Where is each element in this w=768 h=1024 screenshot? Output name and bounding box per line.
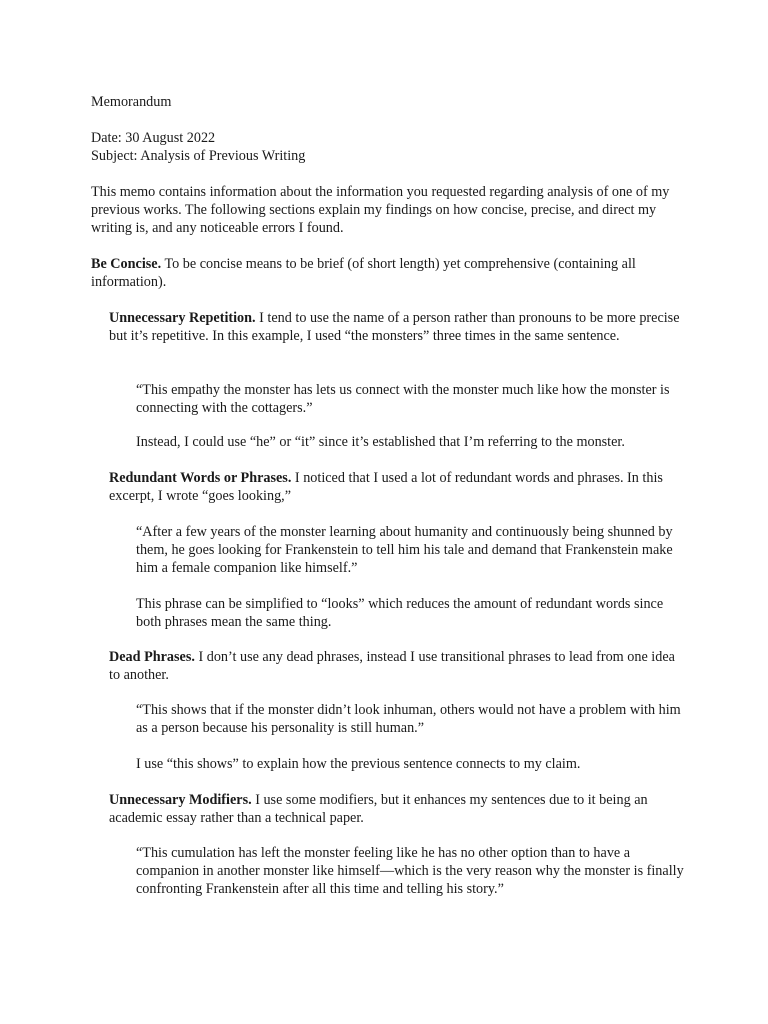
section-unnecessary-modifiers [109,791,685,827]
dead-phrases-quote: “This shows that if the monster didn’t look inhuman, others would not have a problem with him as a person because his personality is still human.” [136,702,681,736]
memo-subject: Subject: Analysis of Previous Writing [91,148,306,164]
section-redundant-words [109,469,685,505]
memo-title: Memorandum [91,94,172,110]
section-text: I tend to use the name of a person rather than pronouns to be more precise but it’s repetitive. In this example, I used “the monsters” three times in the same sentence. [109,310,680,344]
section-unnecessary-repetition [109,309,685,345]
redundant-quote: “After a few years of the monster learning about humanity and continuously being shunned by them, he goes looking for Frankenstein to tell him his tale and demand that Frankenstein make him a female companion like himself.” [136,524,673,576]
modifiers-quote: “This cumulation has left the monster feeling like he has no other option than to have a companion in another monster like himself—which is the very reason why the monster is finally confronting Frankenstein after all this time and telling his story.” [136,845,684,897]
dead-phrases-note: I use “this shows” to explain how the previous sentence connects to my claim. [136,756,581,772]
section-dead-phrases [109,648,685,684]
section-heading: Dead Phrases. [109,649,195,665]
section-heading: Be Concise. [91,256,162,272]
repetition-quote: “This empathy the monster has lets us connect with the monster much like how the monster is connecting with the cottagers.” [136,382,670,416]
repetition-note: Instead, I could use “he” or “it” since it’s established that I’m referring to the monster. [136,434,625,450]
section-heading: Redundant Words or Phrases. [109,470,292,486]
memo-date: Date: 30 August 2022 [91,130,216,146]
redundant-note: This phrase can be simplified to “looks” which reduces the amount of redundant words since both phrases mean the same thing. [136,596,664,630]
section-text: I don’t use any dead phrases, instead I use transitional phrases to lead from one idea to another. [109,649,675,683]
memo-intro: This memo contains information about the information you requested regarding analysis of one of my previous works. The following sections explain my findings on how concise, precise, and direct my writing is, and any noticeable errors I found. [91,184,670,236]
section-heading: Unnecessary Modifiers. [109,792,252,808]
section-text: I noticed that I used a lot of redundant words and phrases. In this excerpt, I wrote “goes looking,” [109,470,663,504]
section-text: To be concise means to be brief (of short length) yet comprehensive (containing all information). [91,256,636,290]
section-text: I use some modifiers, but it enhances my sentences due to it being an academic essay rather than a technical paper. [109,792,648,826]
section-heading: Unnecessary Repetition. [109,310,256,326]
section-be-concise [91,255,683,291]
